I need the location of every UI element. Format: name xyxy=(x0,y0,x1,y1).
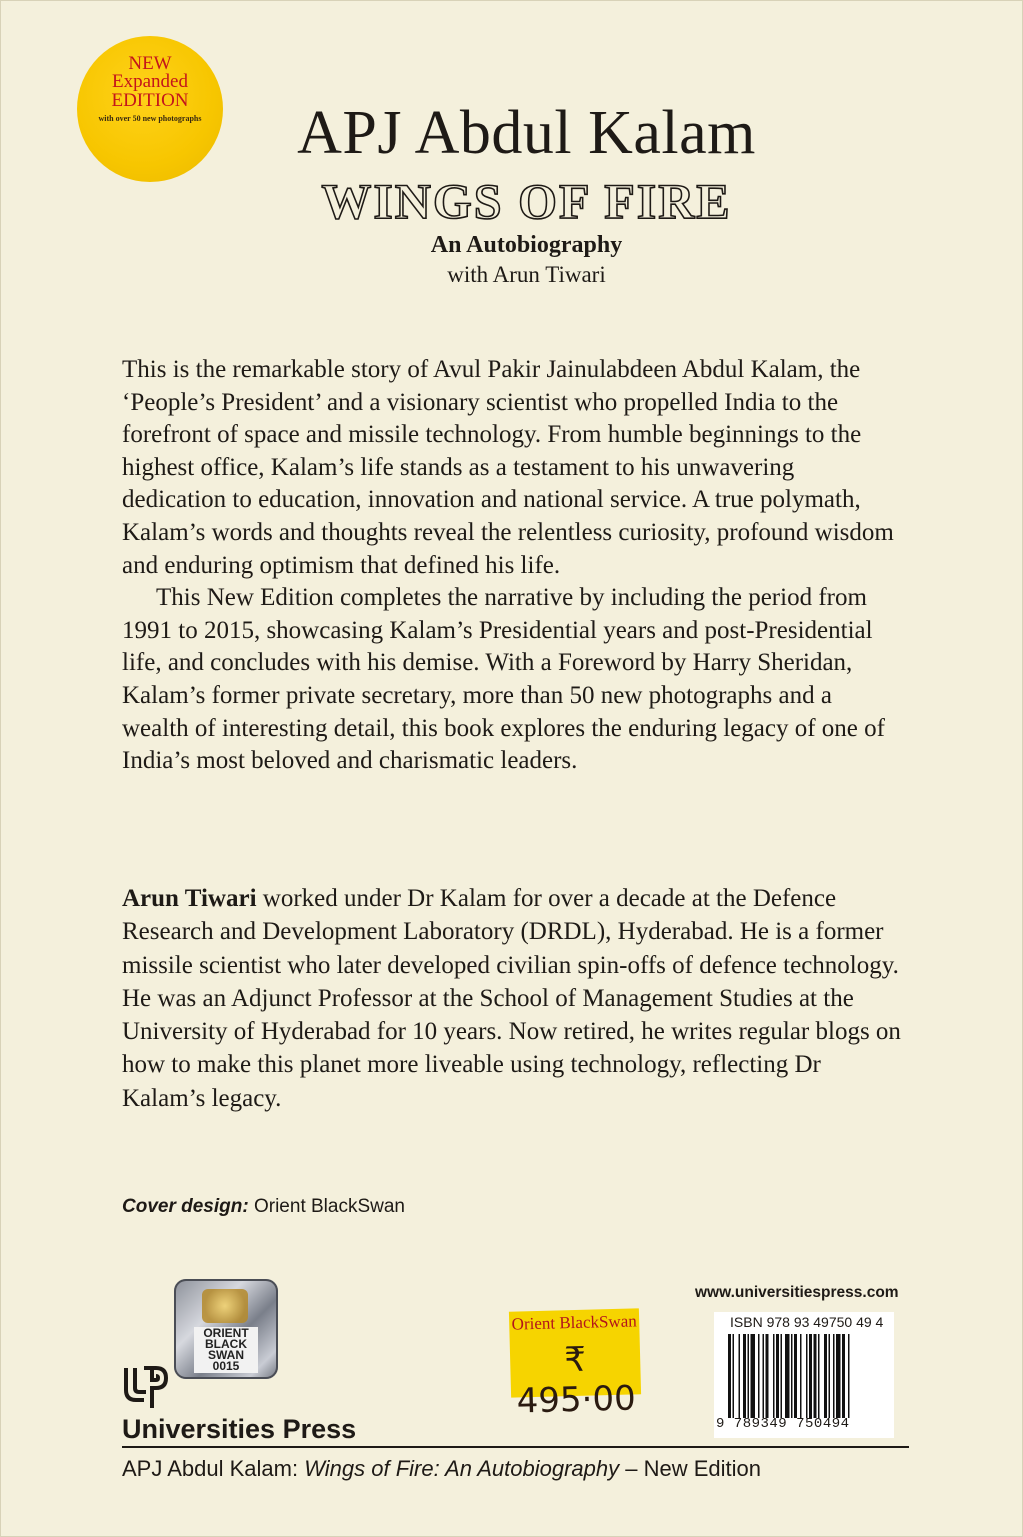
hologram-line-2: BLACK xyxy=(205,1337,247,1351)
barcode xyxy=(714,1312,894,1438)
footer-author: APJ Abdul Kalam: xyxy=(122,1456,305,1481)
badge-line-new: NEW xyxy=(128,53,172,74)
hologram-label xyxy=(194,1327,258,1373)
footer-title: Wings of Fire: An Autobiography xyxy=(304,1456,620,1481)
co-author-name: Arun Tiwari xyxy=(122,885,257,912)
publisher-website: www.universitiespress.com xyxy=(695,1284,899,1301)
badge-line-photographs: with over 50 new photographs xyxy=(98,114,202,123)
about-co-author xyxy=(122,882,902,1115)
book-title: WINGS OF FIRE xyxy=(321,173,732,229)
blurb-paragraph-2: This New Edition completes the narrative by including the period from 1991 to 2015, showcasing Kalam’s Presidential years and post-Presidential life, and concludes with his demise. With a Foreword by Harry Sheridan, Kalam’s former private secretary, more than 50 new photographs and a wealth of interesting detail, this book explores the enduring legacy of one of India’s most beloved and charismatic leaders. xyxy=(122,584,885,775)
price-sticker xyxy=(509,1308,641,1422)
badge-line-edition: EDITION xyxy=(111,90,189,111)
cover-design-credit xyxy=(122,1196,405,1218)
co-author-bio: worked under Dr Kalam for over a decade at the Defence Research and Development Laboratory (DRDL), Hyderabad. He is a former missile scientist who later developed civilian spin-offs of defence technology. He was an Adjunct Professor at the School of Management Studies at the University of Hyderabad for 10 years. Now retired, he writes regular blogs on how to make this planet more liveable using technology, reflecting Dr Kalam’s legacy. xyxy=(122,885,901,1112)
cover-design-label: Cover design: xyxy=(122,1196,249,1217)
hologram-line-1: ORIENT xyxy=(203,1326,249,1340)
co-author: with Arun Tiwari xyxy=(447,262,606,287)
footer-edition: – New Edition xyxy=(619,1456,761,1481)
hologram-sticker xyxy=(174,1279,278,1379)
hologram-line-4: 0015 xyxy=(212,1359,240,1373)
universities-press-logo-icon xyxy=(122,1364,170,1412)
badge-line-expanded: Expanded xyxy=(112,71,188,92)
price-value: ₹ 495·00 xyxy=(516,1339,637,1422)
book-subtitle: An Autobiography xyxy=(430,232,623,258)
isbn-number: ISBN 978 93 49750 49 4 xyxy=(730,1314,884,1330)
ean-number: 9 789349 750494 xyxy=(716,1416,850,1432)
author-name: APJ Abdul Kalam xyxy=(297,99,756,167)
footer-book-line xyxy=(122,1456,761,1482)
hologram-seal-icon xyxy=(202,1289,248,1323)
book-blurb xyxy=(122,354,902,778)
publisher-name: Universities Press xyxy=(122,1414,357,1444)
footer-divider xyxy=(122,1446,909,1448)
blurb-paragraph-1: This is the remarkable story of Avul Pakir Jainulabdeen Abdul Kalam, the ‘People’s President’ and a visionary scientist who propelled India to the forefront of space and missile technology. From humble beginnings to the highest office, Kalam’s life stands as a testament to his unwavering dedication to education, innovation and national service. A true polymath, Kalam’s words and thoughts reveal the relentless curiosity, profound wisdom and enduring optimism that defined his life. xyxy=(122,356,894,579)
price-sticker-brand: Orient BlackSwan xyxy=(511,1311,637,1334)
hologram-line-3: SWAN xyxy=(208,1348,244,1362)
barcode-bars xyxy=(728,1334,886,1418)
cover-design-value: Orient BlackSwan xyxy=(248,1196,405,1217)
